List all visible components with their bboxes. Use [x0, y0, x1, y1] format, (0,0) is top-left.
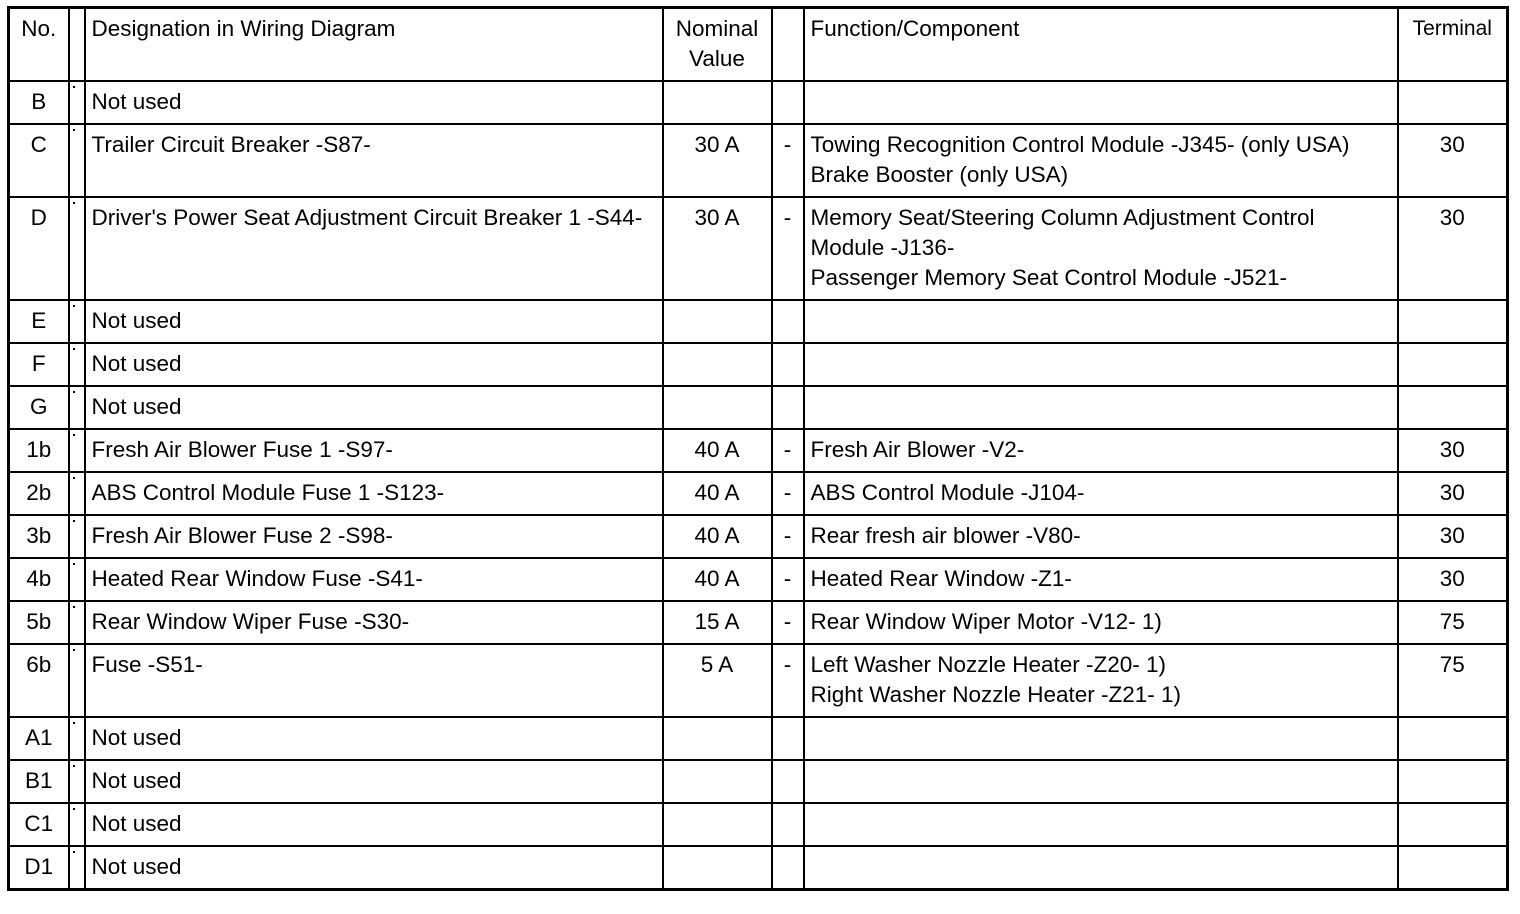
- function-line: Heated Rear Window -Z1-: [810, 566, 1072, 591]
- nominal-value-cell: [663, 846, 772, 890]
- function-cell: [804, 429, 1398, 472]
- dash-cell: -: [772, 197, 804, 300]
- row-marker: [69, 386, 85, 429]
- dash-cell: [772, 300, 804, 343]
- function-line: Towing Recognition Control Module -J345- (only USA): [810, 132, 1350, 157]
- row-marker: [69, 197, 85, 300]
- marker-tick: [73, 477, 75, 479]
- fuse-number: 2b: [9, 472, 69, 515]
- row-marker: [69, 803, 85, 846]
- table-row: [9, 846, 1508, 890]
- function-line: Memory Seat/Steering Column Adjustment Control Module -J136-: [810, 205, 1315, 260]
- row-marker: [69, 124, 85, 197]
- marker-tick: [73, 520, 75, 522]
- header-dash-column: [772, 8, 804, 82]
- header-function: Function/Component: [804, 8, 1398, 82]
- nominal-value-cell: [663, 717, 772, 760]
- marker-tick: [73, 765, 75, 767]
- nominal-value-cell: [663, 803, 772, 846]
- fuse-number: B1: [9, 760, 69, 803]
- table-row: [9, 124, 1508, 197]
- marker-tick: [73, 86, 75, 88]
- dash-cell: [772, 343, 804, 386]
- function-cell: [804, 846, 1398, 890]
- row-marker: [69, 601, 85, 644]
- dash-cell: [772, 760, 804, 803]
- function-line: Rear Window Wiper Motor -V12- 1): [810, 609, 1162, 634]
- designation-cell: Not used: [85, 343, 663, 386]
- terminal-cell: 30: [1398, 124, 1508, 197]
- designation-cell: Not used: [85, 760, 663, 803]
- row-marker: [69, 846, 85, 890]
- function-cell: [804, 343, 1398, 386]
- row-marker: [69, 343, 85, 386]
- terminal-cell: [1398, 803, 1508, 846]
- fuse-number: F: [9, 343, 69, 386]
- row-marker: [69, 300, 85, 343]
- designation-cell: Driver's Power Seat Adjustment Circuit Breaker 1 -S44-: [85, 197, 663, 300]
- header-row: [9, 8, 1508, 82]
- fuse-number: 6b: [9, 644, 69, 717]
- table-body: [9, 81, 1508, 890]
- fuse-number: 4b: [9, 558, 69, 601]
- function-cell: [804, 472, 1398, 515]
- terminal-cell: 30: [1398, 472, 1508, 515]
- marker-tick: [73, 391, 75, 393]
- designation-cell: Fresh Air Blower Fuse 1 -S97-: [85, 429, 663, 472]
- dash-cell: [772, 386, 804, 429]
- nominal-value-cell: 5 A: [663, 644, 772, 717]
- nominal-value-cell: [663, 300, 772, 343]
- function-line: Brake Booster (only USA): [810, 162, 1069, 187]
- dash-cell: -: [772, 515, 804, 558]
- header-terminal: Terminal: [1398, 8, 1508, 82]
- terminal-cell: [1398, 300, 1508, 343]
- designation-cell: Fuse -S51-: [85, 644, 663, 717]
- function-cell: [804, 601, 1398, 644]
- table-row: [9, 803, 1508, 846]
- fuse-assignment-table: [7, 6, 1509, 891]
- row-marker: [69, 644, 85, 717]
- table-row: [9, 300, 1508, 343]
- terminal-cell: [1398, 717, 1508, 760]
- dash-cell: -: [772, 558, 804, 601]
- nominal-value-cell: [663, 343, 772, 386]
- table-row: [9, 760, 1508, 803]
- dash-cell: -: [772, 601, 804, 644]
- terminal-cell: [1398, 760, 1508, 803]
- marker-tick: [73, 722, 75, 724]
- nominal-value-cell: 30 A: [663, 197, 772, 300]
- function-line: ABS Control Module -J104-: [810, 480, 1085, 505]
- nominal-value-cell: 40 A: [663, 429, 772, 472]
- terminal-cell: 30: [1398, 429, 1508, 472]
- marker-tick: [73, 202, 75, 204]
- marker-tick: [73, 606, 75, 608]
- nominal-value-cell: 40 A: [663, 558, 772, 601]
- fuse-number: E: [9, 300, 69, 343]
- fuse-number: 1b: [9, 429, 69, 472]
- terminal-cell: [1398, 846, 1508, 890]
- terminal-cell: [1398, 81, 1508, 124]
- table-row: [9, 601, 1508, 644]
- fuse-number: C1: [9, 803, 69, 846]
- dash-cell: -: [772, 644, 804, 717]
- designation-cell: ABS Control Module Fuse 1 -S123-: [85, 472, 663, 515]
- table-row: [9, 429, 1508, 472]
- nominal-value-cell: 40 A: [663, 472, 772, 515]
- designation-cell: Not used: [85, 803, 663, 846]
- function-line: Fresh Air Blower -V2-: [810, 437, 1025, 462]
- marker-tick: [73, 305, 75, 307]
- fuse-number: C: [9, 124, 69, 197]
- dash-cell: [772, 846, 804, 890]
- fuse-number: A1: [9, 717, 69, 760]
- row-marker: [69, 760, 85, 803]
- nominal-value-cell: 30 A: [663, 124, 772, 197]
- table-row: [9, 515, 1508, 558]
- fuse-number: 5b: [9, 601, 69, 644]
- designation-cell: Not used: [85, 846, 663, 890]
- function-line: Passenger Memory Seat Control Module -J521-: [810, 265, 1287, 290]
- function-cell: [804, 717, 1398, 760]
- designation-cell: Trailer Circuit Breaker -S87-: [85, 124, 663, 197]
- table-row: [9, 386, 1508, 429]
- marker-tick: [73, 649, 75, 651]
- header-designation: Designation in Wiring Diagram: [85, 8, 663, 82]
- row-marker: [69, 515, 85, 558]
- function-cell: [804, 558, 1398, 601]
- designation-cell: Not used: [85, 81, 663, 124]
- function-line: Right Washer Nozzle Heater -Z21- 1): [810, 682, 1182, 707]
- marker-tick: [73, 348, 75, 350]
- terminal-cell: [1398, 386, 1508, 429]
- terminal-cell: 75: [1398, 644, 1508, 717]
- header-nominal-line2: Value: [689, 46, 745, 71]
- table-row: [9, 472, 1508, 515]
- terminal-cell: 30: [1398, 197, 1508, 300]
- nominal-value-cell: [663, 386, 772, 429]
- row-marker: [69, 472, 85, 515]
- table-row: [9, 81, 1508, 124]
- table-row: [9, 197, 1508, 300]
- function-cell: [804, 197, 1398, 300]
- header-nominal-value: [663, 8, 772, 82]
- fuse-number: D: [9, 197, 69, 300]
- designation-cell: Not used: [85, 300, 663, 343]
- header-nominal-line1: Nominal: [675, 16, 759, 41]
- designation-cell: Not used: [85, 717, 663, 760]
- designation-cell: Rear Window Wiper Fuse -S30-: [85, 601, 663, 644]
- table-row: [9, 717, 1508, 760]
- dash-cell: [772, 717, 804, 760]
- fuse-number: G: [9, 386, 69, 429]
- table-row: [9, 644, 1508, 717]
- row-marker: [69, 429, 85, 472]
- function-cell: [804, 760, 1398, 803]
- nominal-value-cell: 40 A: [663, 515, 772, 558]
- marker-tick: [73, 563, 75, 565]
- fuse-number: D1: [9, 846, 69, 890]
- marker-tick: [73, 808, 75, 810]
- marker-tick: [73, 434, 75, 436]
- function-cell: [804, 515, 1398, 558]
- function-line: Rear fresh air blower -V80-: [810, 523, 1081, 548]
- table-row: [9, 558, 1508, 601]
- header-marker-column: [69, 8, 85, 82]
- dash-cell: -: [772, 124, 804, 197]
- function-cell: [804, 300, 1398, 343]
- function-cell: [804, 386, 1398, 429]
- nominal-value-cell: [663, 760, 772, 803]
- function-line: Left Washer Nozzle Heater -Z20- 1): [810, 652, 1167, 677]
- terminal-cell: [1398, 343, 1508, 386]
- designation-cell: Fresh Air Blower Fuse 2 -S98-: [85, 515, 663, 558]
- function-cell: [804, 803, 1398, 846]
- row-marker: [69, 558, 85, 601]
- nominal-value-cell: 15 A: [663, 601, 772, 644]
- designation-cell: Heated Rear Window Fuse -S41-: [85, 558, 663, 601]
- terminal-cell: 30: [1398, 558, 1508, 601]
- dash-cell: [772, 81, 804, 124]
- dash-cell: -: [772, 429, 804, 472]
- row-marker: [69, 717, 85, 760]
- terminal-cell: 30: [1398, 515, 1508, 558]
- nominal-value-cell: [663, 81, 772, 124]
- dash-cell: [772, 803, 804, 846]
- row-marker: [69, 81, 85, 124]
- designation-cell: Not used: [85, 386, 663, 429]
- dash-cell: -: [772, 472, 804, 515]
- header-no: No.: [9, 8, 69, 82]
- table-row: [9, 343, 1508, 386]
- function-cell: [804, 124, 1398, 197]
- function-cell: [804, 644, 1398, 717]
- function-cell: [804, 81, 1398, 124]
- terminal-cell: 75: [1398, 601, 1508, 644]
- marker-tick: [73, 851, 75, 853]
- fuse-number: B: [9, 81, 69, 124]
- marker-tick: [73, 129, 75, 131]
- fuse-number: 3b: [9, 515, 69, 558]
